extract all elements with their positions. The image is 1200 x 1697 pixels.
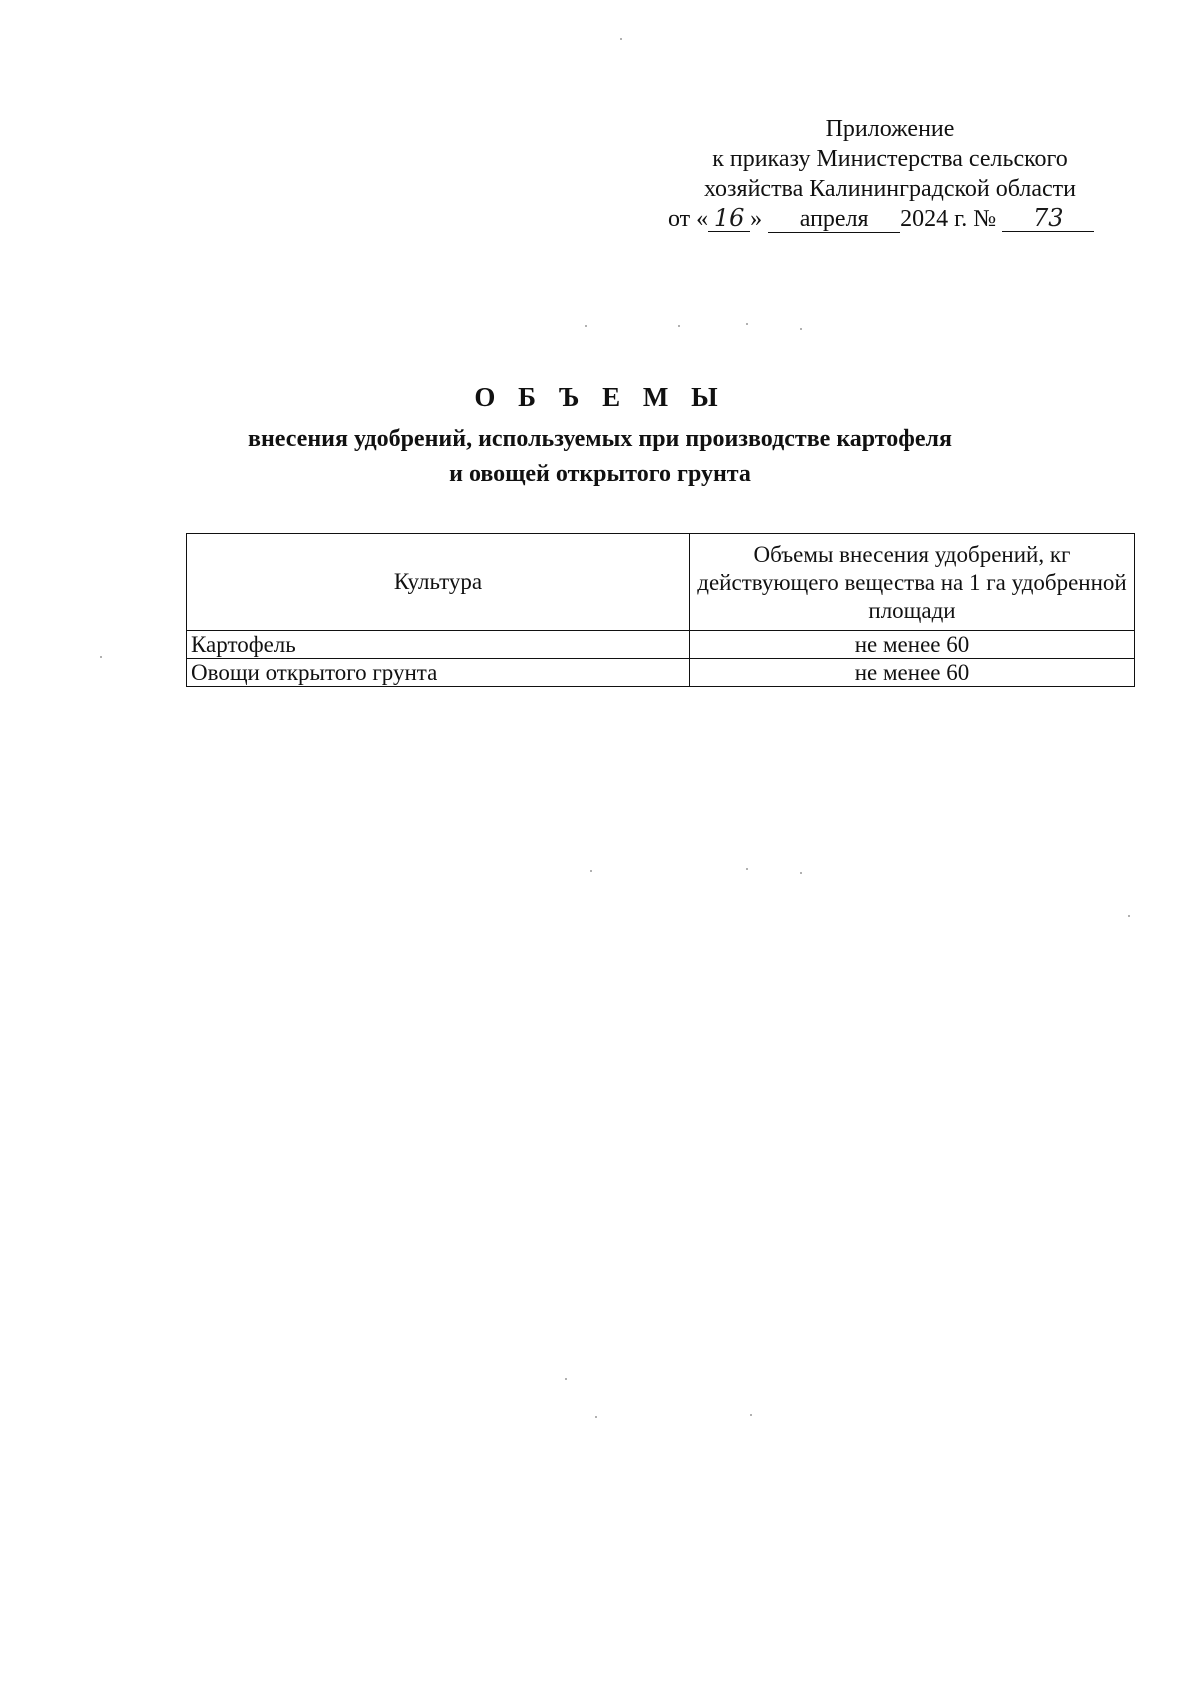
appendix-block [670,114,1110,234]
header-volume: Объемы внесения удобрений, кг действующего вещества на 1 га удобренной площади [690,534,1135,631]
scan-speck [800,328,802,330]
order-year: 2024 г. № [900,206,997,232]
row-volume-cell: не менее 60 [690,659,1135,687]
table-row [187,631,1135,659]
order-date-line [668,204,1110,234]
date-prefix: от « [668,206,709,232]
table-row [187,659,1135,687]
order-number: 73 [1002,205,1094,232]
header-crop: Культура [187,534,690,631]
scan-speck [750,1414,752,1416]
document-title: О Б Ъ Е М Ы [474,382,726,412]
table-header-row [187,534,1135,631]
row-crop-cell: Овощи открытого грунта [187,659,690,687]
scan-speck [1128,915,1130,917]
order-day: 16 [708,205,750,232]
scan-speck [620,38,622,40]
scan-speck [678,325,680,327]
date-mid: » [750,206,763,232]
scan-speck [585,325,587,327]
scan-speck [746,868,748,870]
subtitle-line-1: внесения удобрений, используемых при производстве картофеля [247,426,952,452]
scan-speck [100,656,102,658]
scan-speck [590,870,592,872]
document-subtitle [0,422,1200,492]
scan-speck [565,1378,567,1380]
fertilizer-table [186,533,1135,687]
appendix-order-ref: к приказу Министерства сельского [712,146,1068,172]
scan-speck [746,323,748,325]
scan-speck [800,872,802,874]
appendix-ministry: хозяйства Калининградской области [703,176,1077,202]
row-crop-cell: Картофель [187,631,690,659]
row-volume-cell: не менее 60 [690,631,1135,659]
subtitle-line-2: и овощей открытого грунта [449,461,751,487]
order-month: апреля [768,206,900,233]
scan-speck [595,1416,597,1418]
appendix-title: Приложение [825,116,955,142]
